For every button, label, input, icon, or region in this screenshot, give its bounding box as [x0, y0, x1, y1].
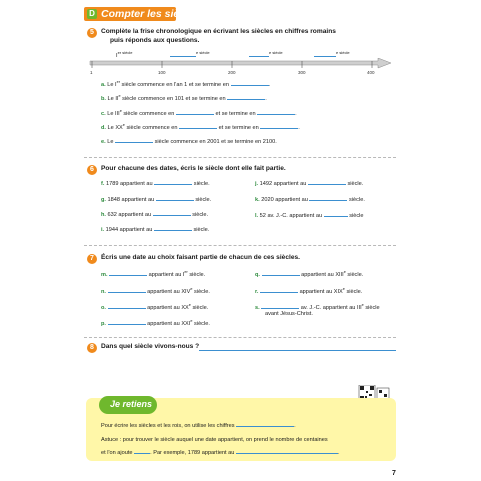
page-number: 7 — [392, 470, 396, 477]
question-number-7: 7 — [87, 254, 97, 264]
q7-item-n[interactable]: n. appartient au XIVe siècle. — [101, 287, 210, 295]
timeline-century-2[interactable]: e siècle — [170, 50, 210, 59]
q7-instruction: Écris une date au choix faisant partie de chacun de ces siècles. — [101, 254, 300, 261]
q8-instruction: Dans quel siècle vivons-nous ? — [101, 343, 200, 350]
separator — [84, 337, 396, 338]
q5-item-a[interactable]: a. Le Ier siècle commence en l'an 1 et se termine en . — [101, 80, 271, 88]
timeline-century-4[interactable]: e siècle — [314, 50, 350, 59]
q7-item-s[interactable]: s. av. J.-C. appartient au IIIe siècle — [255, 303, 380, 311]
timeline-tick-200: 200 — [228, 70, 236, 75]
retiens-line3[interactable]: et l'on ajoute . Par exemple, 1789 appartient au . — [101, 450, 340, 456]
q7-item-s-line2: avant Jésus-Christ. — [265, 311, 313, 317]
q6-item-g[interactable]: g. 1848 appartient au siècle. — [101, 197, 212, 203]
timeline-tick-1: 1 — [90, 70, 93, 75]
q7-item-m[interactable]: m. appartient au Ier siècle. — [101, 270, 206, 278]
q6-item-j[interactable]: j. 1492 appartient au siècle. — [255, 181, 364, 187]
q6-item-l[interactable]: l. 52 av. J.-C. appartient au siècle — [255, 213, 364, 219]
timeline-tick-400: 400 — [367, 70, 375, 75]
retiens-line1[interactable]: Pour écrire les siècles et les rois, on utilise les chiffres . — [101, 423, 296, 429]
q5-instruction-line1: Complète la frise chronologique en écrivant les siècles en chiffres romains — [101, 28, 336, 35]
q7-item-r[interactable]: r. appartient au XIXe siècle. — [255, 287, 363, 295]
q6-item-k[interactable]: k. 2020 appartient au siècle. — [255, 197, 365, 203]
timeline-century-1: $I^{er siècle}$ — [116, 50, 133, 59]
q5-item-c[interactable]: c. Le IIIe siècle commence en et se termine en . — [101, 109, 297, 117]
je-retiens-title: Je retiens — [110, 399, 153, 409]
separator — [84, 157, 396, 158]
timeline-century-3[interactable]: e siècle — [249, 50, 283, 59]
q5-item-d[interactable]: d. Le XXe siècle commence en et se termine en . — [101, 123, 300, 131]
q7-item-q[interactable]: q. appartient au XIIIe siècle. — [255, 270, 364, 278]
q7-item-o[interactable]: o. appartient au XXe siècle. — [101, 303, 209, 311]
q5-item-b[interactable]: b. Le IIe siècle commence en 101 et se termine en . — [101, 94, 267, 102]
q7-item-p[interactable]: p. appartient au XXIe siècle. — [101, 319, 210, 327]
question-number-8: 8 — [87, 343, 97, 353]
q6-item-f[interactable]: f. 1789 appartient au siècle. — [101, 181, 210, 187]
q6-item-h[interactable]: h. 632 appartient au siècle. — [101, 212, 209, 218]
question-number-5: 5 — [87, 28, 97, 38]
q6-item-i[interactable]: i. 1944 appartient au siècle. — [101, 227, 210, 233]
section-badge: D — [87, 9, 97, 19]
timeline-tick-100: 100 — [158, 70, 166, 75]
q8-answer-line[interactable] — [199, 350, 396, 351]
q6-instruction: Pour chacune des dates, écris le siècle dont elle fait partie. — [101, 165, 286, 172]
q5-instruction-line2: puis réponds aux questions. — [110, 37, 200, 44]
timeline-arrow — [88, 58, 393, 80]
q5-item-e[interactable]: e. Le siècle commence en 2001 et se termine en 2100. — [101, 139, 277, 145]
retiens-line2: Astuce : pour trouver le siècle auquel une date appartient, on prend le nombre de centaines — [101, 437, 328, 443]
question-number-6: 6 — [87, 165, 97, 175]
timeline-tick-300: 300 — [298, 70, 306, 75]
section-title: Compter les siècles — [101, 8, 200, 20]
separator — [84, 245, 396, 246]
